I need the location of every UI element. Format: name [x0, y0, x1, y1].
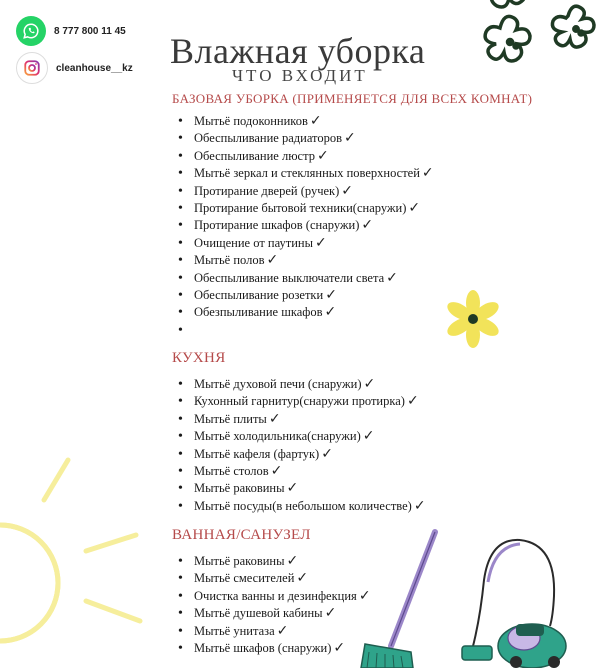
check-icon: ✓: [286, 480, 299, 497]
check-icon: ✓: [333, 639, 346, 656]
check-icon: ✓: [358, 587, 371, 604]
page-title: Влажная уборка: [170, 31, 426, 71]
list-item: • Мытьё раковины ✓: [178, 480, 426, 497]
check-icon: ✓: [406, 393, 419, 410]
list-item-empty: [178, 322, 434, 339]
instagram-handle: cleanhouse__kz: [56, 62, 133, 74]
check-icon: ✓: [276, 622, 289, 639]
basic-list: [178, 113, 434, 339]
sun-icon: [0, 455, 150, 655]
list-item: • Обеспыливание люстр ✓: [178, 148, 434, 165]
check-icon: ✓: [324, 605, 337, 622]
check-icon: ✓: [268, 410, 281, 427]
list-item: • Мытьё шкафов (снаружи) ✓: [178, 640, 371, 657]
check-icon: ✓: [341, 182, 354, 199]
flower-outline-icon: [470, 0, 600, 90]
section-title-basic: БАЗОВАЯ УБОРКА (ПРИМЕНЯЕТСЯ ДЛЯ ВСЕХ КОМНАТ): [172, 91, 533, 106]
check-icon: ✓: [362, 428, 375, 445]
list-item: • Протирание дверей (ручек) ✓: [178, 183, 434, 200]
list-item: • Протирание бытовой техники(снаружи) ✓: [178, 200, 434, 217]
vacuum-cleaner-icon: [450, 534, 595, 668]
list-item: • Обеспыливание радиаторов ✓: [178, 130, 434, 147]
list-item: • Мытьё смесителей ✓: [178, 570, 371, 587]
list-item: • Мытьё холодильника(снаружи) ✓: [178, 428, 426, 445]
list-item: • Обеспыливание выключатели света ✓: [178, 270, 434, 287]
list-item: • Протирание шкафов (снаружи) ✓: [178, 217, 434, 234]
list-item: • Мытьё кафеля (фартук) ✓: [178, 446, 426, 463]
list-item: • Мытьё посуды(в небольшом количестве) ✓: [178, 498, 426, 515]
list-item: • Обезпыливание шкафов ✓: [178, 304, 434, 321]
list-item: • Мытьё раковины ✓: [178, 553, 371, 570]
list-item: • Мытьё подоконников ✓: [178, 113, 434, 130]
section-title-kitchen: КУХНЯ: [172, 350, 226, 366]
list-item: • Очистка ванны и дезинфекция ✓: [178, 588, 371, 605]
check-icon: ✓: [316, 147, 329, 164]
check-icon: ✓: [296, 570, 309, 587]
check-icon: ✓: [315, 234, 327, 251]
list-item: • Обеспыливание розетки ✓: [178, 287, 434, 304]
section-title-bathroom: ВАННАЯ/САНУЗЕЛ: [172, 527, 311, 543]
check-icon: ✓: [361, 217, 374, 234]
list-item: • Мытьё столов ✓: [178, 463, 426, 480]
check-icon: ✓: [344, 130, 356, 147]
page-subtitle: ЧТО ВХОДИТ: [232, 66, 368, 85]
list-item: • Мытьё душевой кабины ✓: [178, 605, 371, 622]
list-item: • Мытьё плиты ✓: [178, 411, 426, 428]
list-item: • Мытьё унитаза ✓: [178, 623, 371, 640]
check-icon: ✓: [286, 553, 299, 569]
list-item: • Мытьё полов ✓: [178, 252, 434, 269]
check-icon: ✓: [421, 165, 434, 182]
list-item: • Очищение от паутины ✓: [178, 235, 434, 252]
kitchen-list: [178, 376, 426, 515]
bathroom-list: [178, 553, 371, 657]
list-item: • Кухонный гарнитур(снаружи протирка) ✓: [178, 393, 426, 410]
check-icon: ✓: [325, 286, 337, 303]
check-icon: ✓: [266, 252, 279, 269]
check-icon: ✓: [321, 445, 333, 462]
check-icon: ✓: [309, 113, 322, 129]
list-item: • Мытьё духовой печи (снаружи) ✓: [178, 376, 426, 393]
check-icon: ✓: [324, 304, 337, 321]
check-icon: ✓: [386, 269, 398, 286]
check-icon: ✓: [363, 376, 376, 392]
instagram-icon: [16, 52, 48, 84]
yellow-flower-icon: [442, 288, 504, 350]
phone-number: 8 777 800 11 45: [54, 25, 126, 37]
broom-icon: [355, 528, 445, 668]
whatsapp-icon: [16, 16, 46, 46]
list-item: • Мытьё зеркал и стеклянных поверхностей ✓: [178, 165, 434, 182]
instagram-contact[interactable]: [16, 52, 133, 84]
check-icon: ✓: [408, 199, 421, 216]
check-icon: ✓: [270, 462, 283, 479]
phone-contact[interactable]: [16, 16, 126, 46]
check-icon: ✓: [413, 497, 426, 514]
